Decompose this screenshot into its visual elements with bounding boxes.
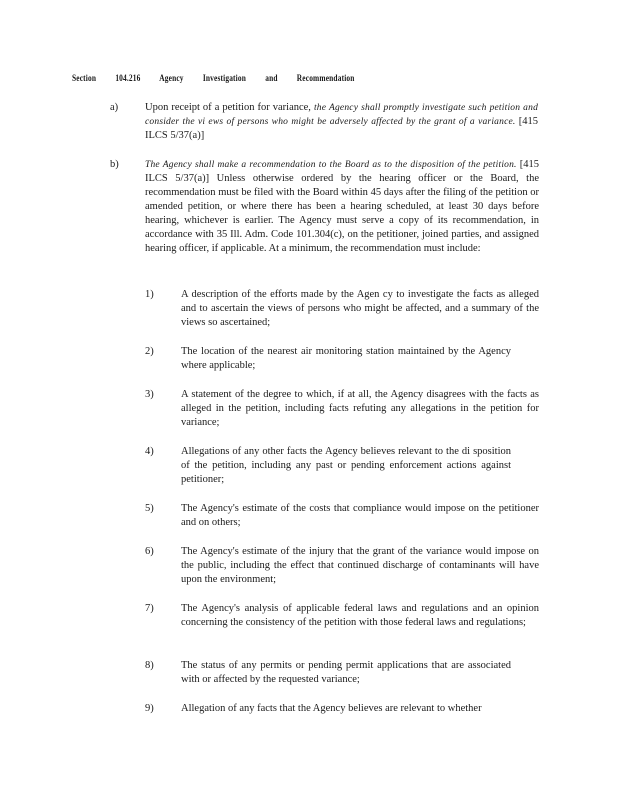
section-title-word: Agency (159, 74, 184, 84)
list-item-number: 2) (145, 346, 154, 357)
section-heading (72, 74, 355, 84)
list-item-number: 4) (145, 446, 154, 457)
list-item-number: 3) (145, 389, 154, 400)
list-item-number: 8) (145, 660, 154, 671)
list-item: A statement of the degree to which, if at all, the Agency disagrees with the facts as alleged in the petition, including facts refuting any allegations in the petition for variance; (181, 389, 539, 428)
list-item: The location of the nearest air monitoring station maintained by the Agency where applicable; (181, 346, 511, 371)
section-label: Section (72, 74, 97, 84)
list-item-number: 6) (145, 546, 154, 557)
subsection-a-marker: a) (110, 102, 119, 113)
list-item: A description of the efforts made by the Agen cy to investigate the facts as alleged and to ascertain the views of persons who might be affected, and a summary of the views so ascertained; (181, 289, 539, 328)
subsection-b-text (145, 158, 539, 256)
subsection-a-text (145, 101, 538, 143)
list-item-number: 9) (145, 703, 154, 714)
list-item-number: 7) (145, 603, 154, 614)
list-item: The Agency's estimate of the costs that compliance would impose on the petitioner and on others; (181, 503, 539, 528)
section-title-word: and (265, 74, 278, 84)
subsection-b-marker: b) (110, 159, 119, 170)
list-item-number: 5) (145, 503, 154, 514)
section-title-word: Investigation (202, 74, 247, 84)
list-item: Allegation of any facts that the Agency believes are relevant to whether (181, 703, 482, 714)
list-item: Allegations of any other facts the Agency believes relevant to the di sposition of the petition, including any past or pending enforcement actions against petitioner; (181, 446, 511, 485)
list-item: The status of any permits or pending permit applications that are associated with or affected by the requested variance; (181, 660, 511, 685)
list-item: The Agency's analysis of applicable federal laws and regulations and an opinion concerning the consistency of the petition with those federal laws and regulations; (181, 603, 539, 628)
list-item: The Agency's estimate of the injury that the grant of the variance would impose on the public, including the effect that continued discharge of contaminants will have upon the environment; (181, 546, 539, 585)
subsection-b-statutory-text: The Agency shall make a recommendation to the Board as to the disposition of the petition. (145, 160, 517, 170)
section-number: 104.216 (115, 74, 141, 84)
list-item-number: 1) (145, 289, 154, 300)
subsection-b-body: [415 ILCS 5/37(a)] Unless otherwise ordered by the hearing officer or the Board, the recommendation must be filed with the Board within 45 days after the filing of the petition or amended petition, or where there has been a hearing scheduled, at least 30 days before hearing, whichever is earlier. The Agency must serve a copy of its recommendation, in accordance with 35 Ill. Adm. Code 101.304(c), on the petitioner, joined parties, and assigned hearing officer, if applicable. At a minimum, the recommendation must include: (145, 159, 540, 254)
subsection-a-lead: Upon receipt of a petition for variance, (145, 102, 311, 113)
section-title-word: Recommendation (296, 74, 355, 84)
subsection-a-statutory-text: the Agency shall promptly investigate such petition and consider the vi ews of persons who might be adversely affected by the grant of a variance. (145, 103, 539, 127)
subsection-a-citation: [415 ILCS 5/37(a)] (145, 116, 539, 141)
